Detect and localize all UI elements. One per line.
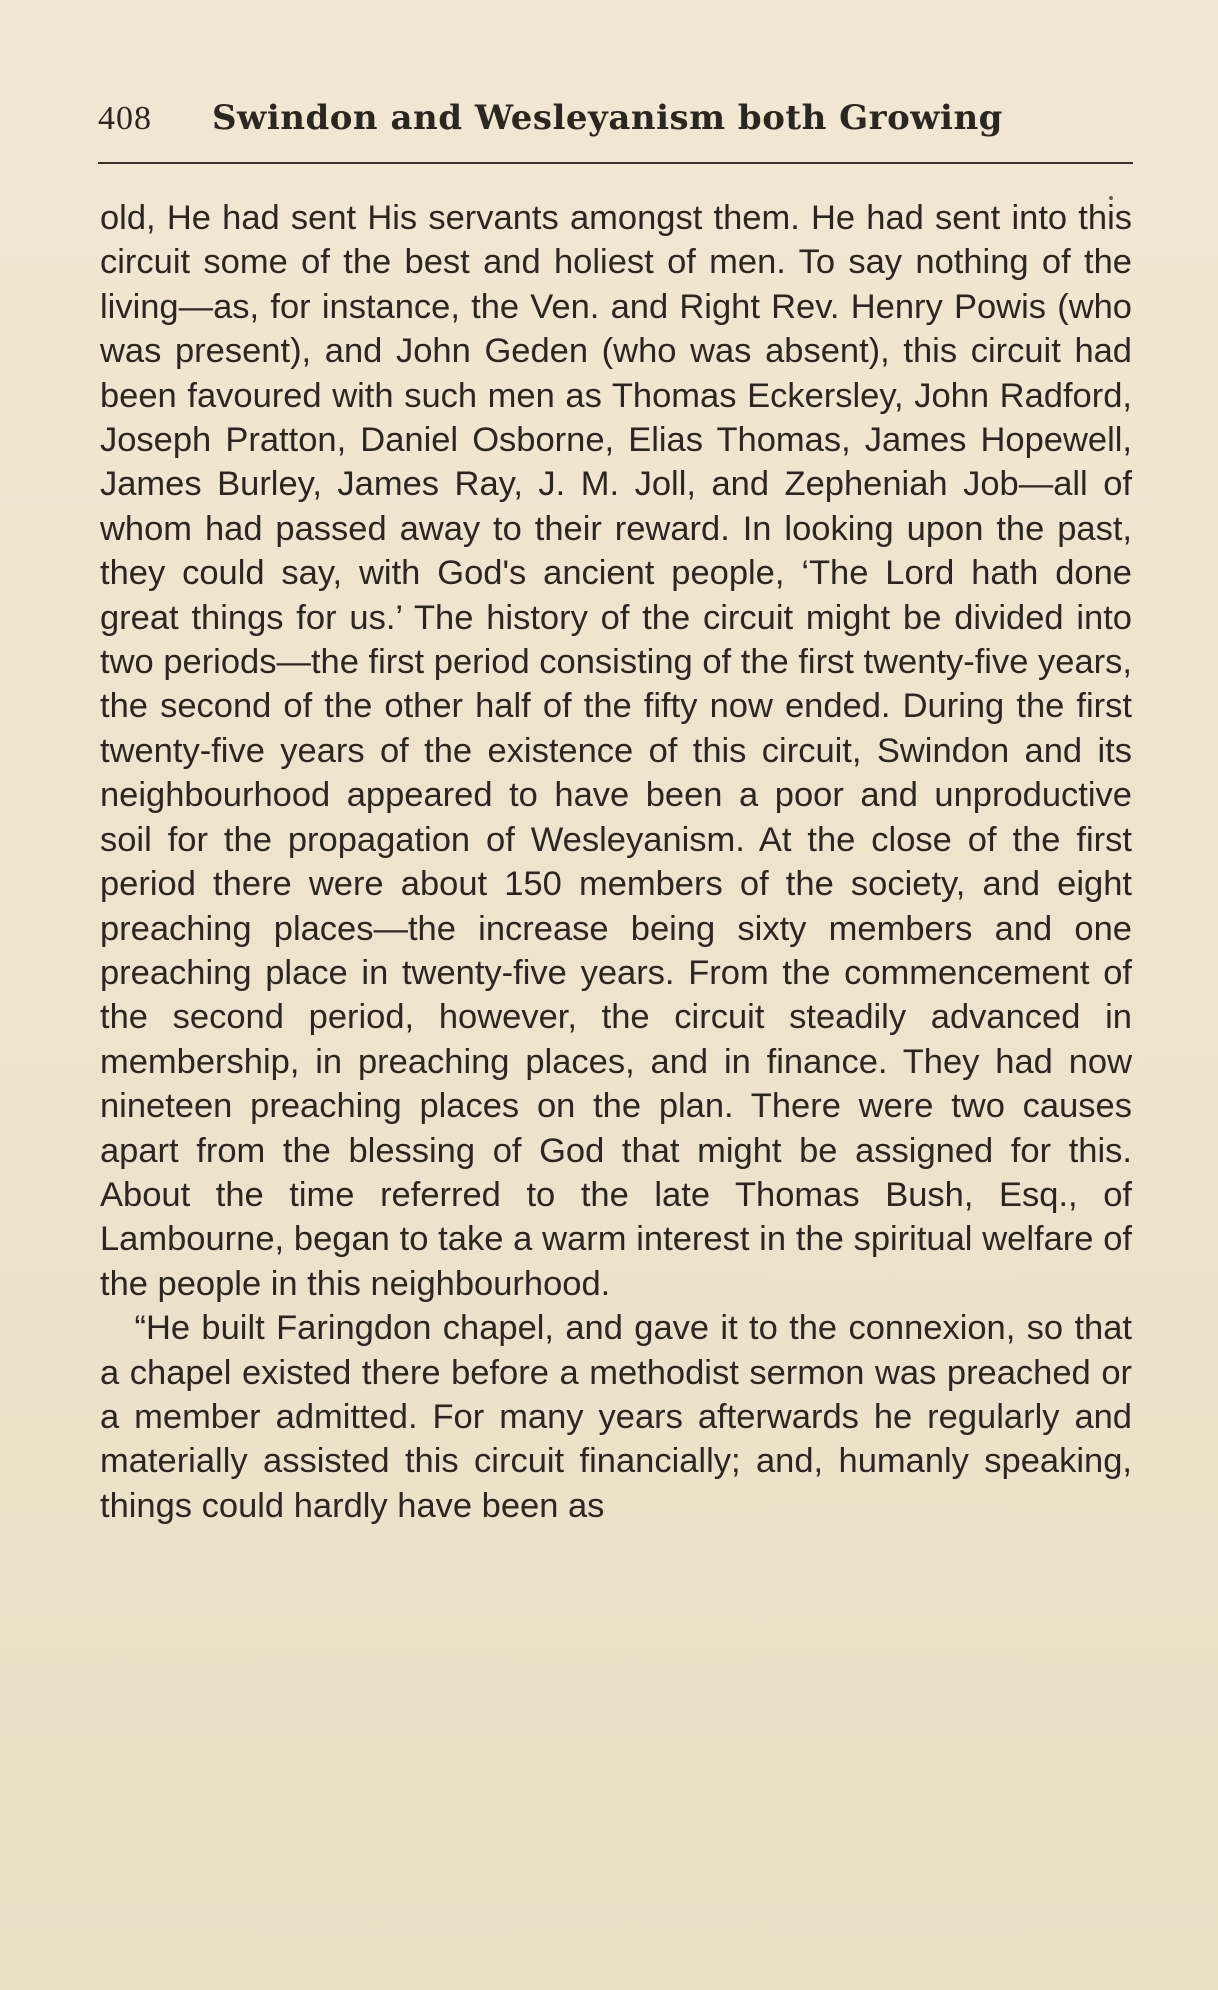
header-rule: [98, 162, 1133, 164]
running-title: Swindon and Wesleyanism both Growing: [212, 98, 1003, 138]
paragraph-2: “He built Faringdon chapel, and gave it to the connexion, so that a chapel existed there before a methodist sermon was preached or a member admitted. For many years afterwards he regularly and materially assisted this circuit financially; and, humanly speaking, things could hardly have been as: [100, 1309, 1132, 1525]
page-number: 408: [98, 100, 152, 137]
body-text: [100, 196, 1132, 1528]
page-header: [98, 98, 1133, 158]
paragraph-1: old, He had sent His servants amongst them. He had sent into this circuit some of the best and holiest of men. To say nothing of the living—as, for instance, the Ven. and Right Rev. Henry Powis (who was present), and John Geden (who was absent), this circuit had been favoured with such men as Thomas Eckersley, John Radford, Joseph Pratton, Daniel Osborne, Elias Thomas, James Hopewell, James Burley, James Ray, J. M. Joll, and Zepheniah Job—all of whom had passed away to their reward. In looking upon the past, they could say, with God's ancient people, ‘The Lord hath done great things for us.’ The history of the circuit might be divided into two periods—the first period consisting of the first twenty-five years, the second of the other half of the fifty now ended. During the first twenty-five years of the existence of this circuit, Swindon and its neighbourhood appeared to have been a poor and unproductive soil for the propagation of Wesleyanism. At the close of the first period there were about 150 members of the society, and eight preaching places—the increase being sixty members and one preaching place in twenty-five years. From the commencement of the second period, however, the circuit steadily advanced in membership, in preaching places, and in finance. They had now nineteen preaching places on the plan. There were two causes apart from the blessing of God that might be assigned for this. About the time referred to the late Thomas Bush, Esq., of Lambourne, began to take a warm interest in the spiritual welfare of the people in this neighbourhood.: [100, 199, 1132, 1303]
